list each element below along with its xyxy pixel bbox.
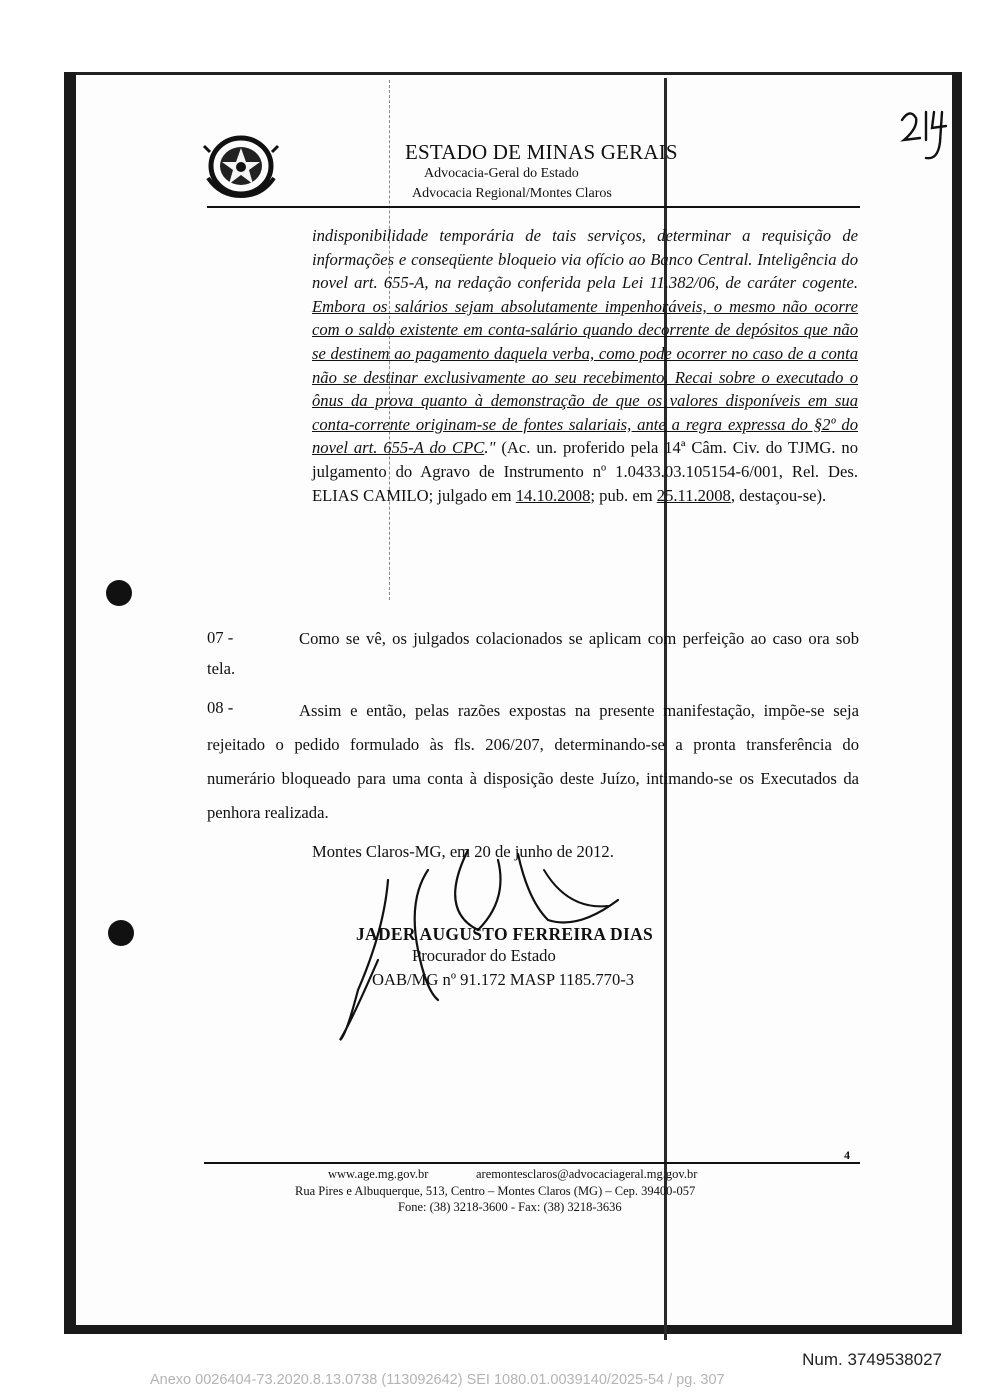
scan-edge-bottom: [64, 1325, 962, 1334]
paragraph-number-08: 08 -: [207, 698, 234, 717]
header-divider: [207, 206, 860, 208]
footer-page-number: 4: [844, 1148, 850, 1162]
scan-edge-top: [64, 72, 962, 75]
quote-citation-date-published: 25.11.2008: [656, 485, 731, 505]
place-and-date: Montes Claros-MG, em 20 de junho de 2012.: [312, 842, 614, 861]
footer-email: aremontesclaros@advocaciageral.mg.gov.br: [476, 1167, 698, 1181]
footer-website: www.age.mg.gov.br: [328, 1167, 429, 1181]
footer-address: Rua Pires e Albuquerque, 513, Centro – Montes Claros (MG) – Cep. 39400-057: [295, 1184, 696, 1198]
signatory-registration: OAB/MG nº 91.172 MASP 1185.770-3: [372, 970, 635, 989]
scan-edge-right: [952, 72, 962, 1334]
document-number-stamp: Num. 3749538027: [802, 1350, 942, 1369]
header-title: ESTADO DE MINAS GERAIS: [405, 140, 678, 164]
quote-citation-middle: ; pub. em: [590, 485, 657, 505]
hole-punch-bottom: [108, 920, 134, 946]
paragraph-07: Como se vê, os julgados colacionados se aplicam com perfeição ao caso ora sob tela.: [207, 629, 859, 678]
hole-punch-top: [106, 580, 132, 606]
footer-phone: Fone: (38) 3218-3600 - Fax: (38) 3218-3636: [398, 1200, 622, 1214]
quote-close: .": [484, 438, 502, 458]
quote-citation-date-judged: 14.10.2008: [515, 485, 591, 505]
state-coat-of-arms-icon: [200, 132, 282, 200]
paragraph-08: Assim e então, pelas razões expostas na presente manifestação, impõe-se seja rejeitado o pedido formulado às fls. 206/207, determinando-se a pronta transferência do numerário bloqueado para uma conta à disposição deste Juízo, intimando-se os Executados da penhora realizada.: [207, 701, 859, 822]
header-subtitle-office: Advocacia Regional/Montes Claros: [412, 186, 612, 201]
quote-citation-end: , destaçou-se).: [730, 485, 827, 505]
signatory-name: JADER AUGUSTO FERREIRA DIAS: [356, 924, 654, 944]
quote-underlined-passage: Embora os salários sejam absolutamente impenhoráveis, o mesmo não ocorre com o saldo existente em conta-salário quando decorrente de depósitos que não se destinem ao pagamento daquela verba, como pode ocorrer no caso de a conta não se destinar exclusivamente ao seu recebimento. Recai sobre o executado o ônus da prova quanto à demonstração de que os valores disponíveis em sua conta-corrente originam-se de fontes salariais, ante a regra expressa do §2º do novel art. 655-A do CPC: [312, 296, 858, 458]
quoted-jurisprudence: [312, 224, 858, 507]
scan-edge-left: [64, 72, 76, 1334]
footer-divider: [204, 1162, 860, 1164]
handwritten-page-number: [896, 106, 956, 166]
annex-reference-stamp: Anexo 0026404-73.2020.8.13.0738 (113092642) SEI 1080.01.0039140/2025-54 / pg. 307: [150, 1372, 725, 1388]
header-subtitle-agency: Advocacia-Geral do Estado: [424, 166, 579, 181]
quote-citation: (Ac. un. proferido pela 14ª Câm. Civ. do TJMG. no julgamento do Agravo de Instrumento nº 1.0433.03.105154-6/001, Rel. Des. ELIAS CAMILO; julgado em: [312, 438, 858, 505]
signatory-role: Procurador do Estado: [412, 946, 556, 965]
quote-intro: indisponibilidade temporária de tais serviços, determinar a requisição de informações e conseqüente bloqueio via ofício ao Banco Central. Inteligência do novel art. 655-A, na redação conferida pela Lei 11.382/06, de caráter cogente.: [312, 226, 858, 293]
paragraph-number-07: 07 -: [207, 628, 234, 647]
